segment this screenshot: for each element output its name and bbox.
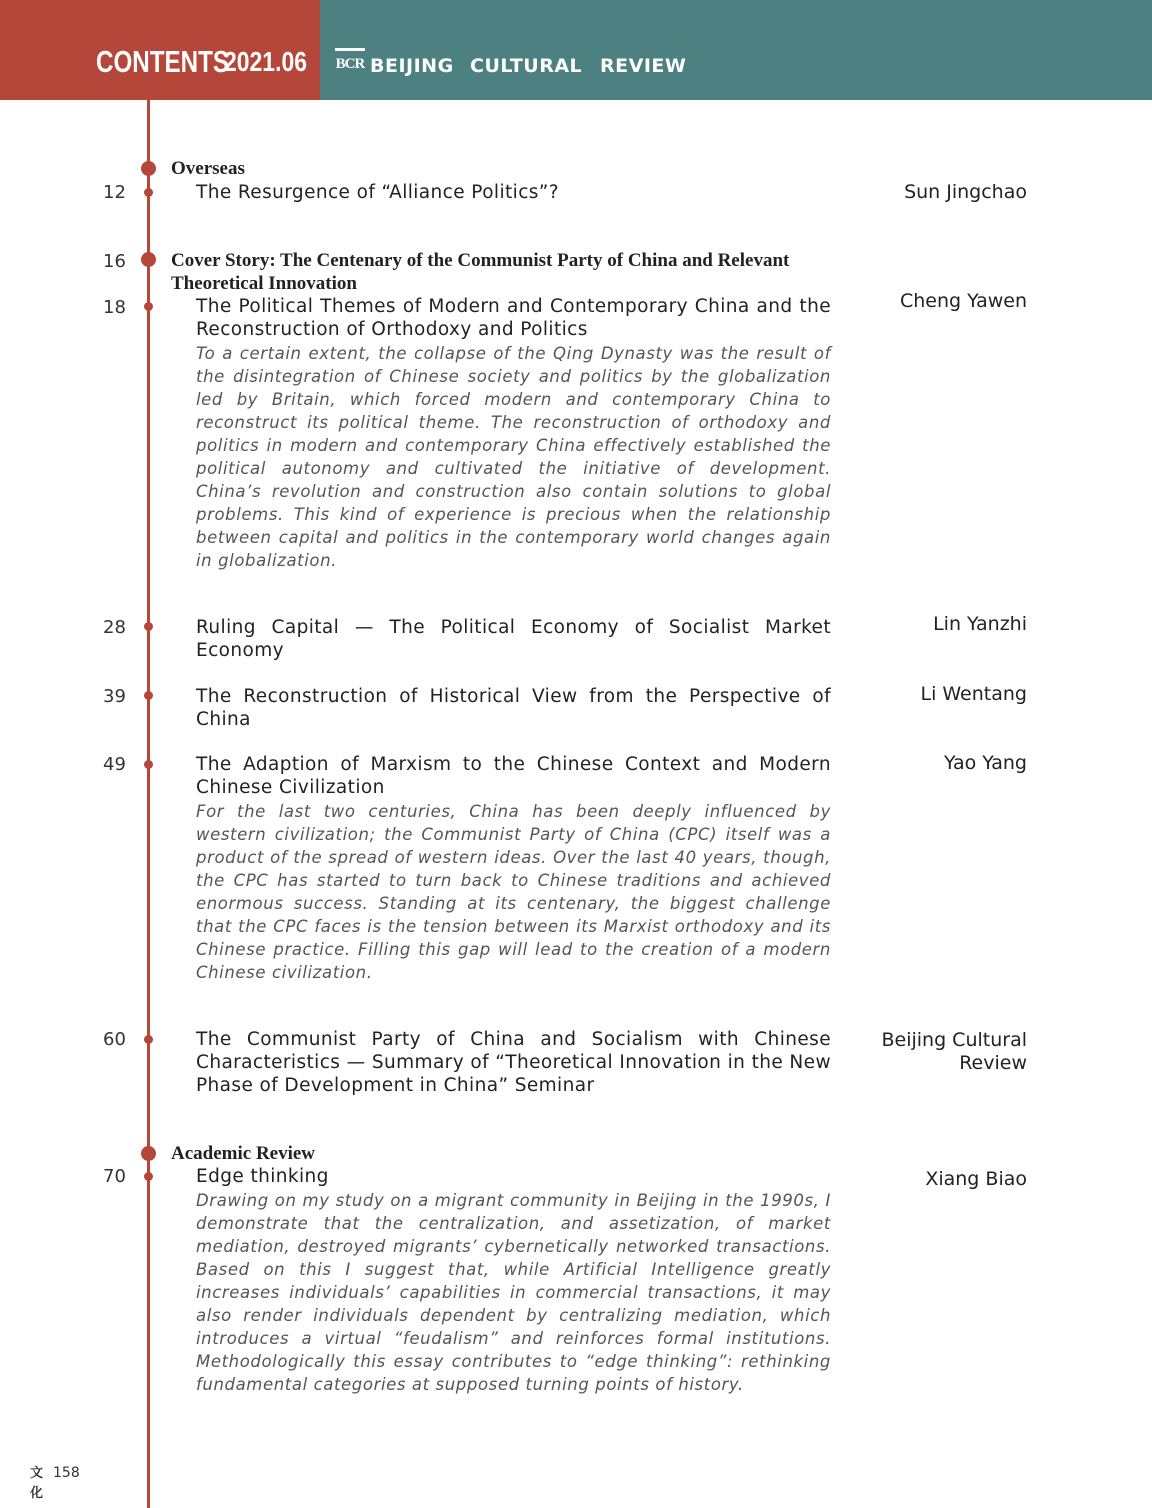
mag-word-cultural: CULTURAL (470, 55, 583, 77)
entry-title[interactable]: Edge thinking (196, 1166, 329, 1187)
bcr-logo: BCR (335, 48, 365, 77)
header-teal-block (320, 0, 1152, 100)
entry-author: Xiang Biao (925, 1168, 1027, 1190)
entry-title[interactable]: The Adaption of Marxism to the Chinese Context and Modern Chinese Civilization (196, 754, 831, 798)
entry-author: Lin Yanzhi (933, 613, 1027, 635)
page-number: 12 (103, 182, 126, 203)
entry-dot (144, 302, 153, 311)
section-overseas: Overseas (171, 158, 245, 179)
page-number: 16 (103, 251, 126, 272)
page-number: 28 (103, 617, 126, 638)
timeline-line (147, 100, 150, 1508)
footer-page-number: 158 (53, 1465, 80, 1481)
entry-dot (144, 622, 153, 631)
entry-abstract: To a certain extent, the collapse of the Qing Dynasty was the result of the disintegration of Chinese society and politics by the globalization led by Britain, which forced modern and contemporary China to reconstruct its political theme. The reconstruction of orthodoxy and politics in modern and contemporary China effectively established the political autonomy and cultivated the initiative of development. China’s revolution and construction also contain solutions to global problems. This kind of experience is precious when the relationship between capital and politics in the contemporary world changes again in globalization. (196, 344, 831, 570)
entry-title[interactable]: Ruling Capital — The Political Economy of Socialist Market Economy (196, 617, 831, 661)
section-dot (141, 1146, 156, 1161)
page-number: 39 (103, 686, 126, 707)
page-number: 60 (103, 1029, 126, 1050)
mag-word-review: REVIEW (600, 55, 687, 77)
footer-logo-mark: 文化 (30, 1466, 44, 1501)
section-dot (141, 161, 156, 176)
entry-title[interactable]: The Reconstruction of Historical View from the Perspective of China (196, 686, 831, 730)
contents-label: CONTENTS (96, 44, 229, 79)
entry-author: Yao Yang (943, 752, 1027, 774)
entry-author: Cheng Yawen (899, 290, 1027, 312)
entry-dot (144, 691, 153, 700)
entry-dot (144, 1035, 153, 1044)
header-red-block (0, 0, 320, 100)
section-dot (141, 252, 156, 267)
entry-author: Li Wentang (920, 683, 1027, 705)
entry-dot (144, 760, 153, 769)
header-banner (0, 0, 1152, 100)
page-number: 18 (103, 297, 126, 318)
entry-author: Sun Jingchao (904, 181, 1027, 203)
entry-dot (144, 1172, 153, 1181)
entry-title[interactable]: The Political Themes of Modern and Contemporary China and the Reconstruction of Orthodoxy and Politics (196, 296, 831, 340)
entry-title[interactable]: The Resurgence of “Alliance Politics”? (196, 182, 560, 203)
section-cover-story: Cover Story: The Centenary of the Communist Party of China and Relevant Theoretical Innovation (171, 250, 790, 294)
section-academic-review: Academic Review (171, 1143, 316, 1164)
page-number: 70 (103, 1166, 126, 1187)
mag-word-beijing: BEIJING (370, 55, 454, 77)
entry-abstract: Drawing on my study on a migrant community in Beijing in the 1990s, I demonstrate that the centralization, and assetization, of market mediation, destroyed migrants’ cybernetically networked transactions. Based on this I suggest that, while Artificial Intelligence greatly increases individuals’ capabilities in commercial transactions, it may also render individuals dependent by centralizing mediation, which introduces a virtual “feudalism” and reinforces formal institutions. Methodologically this essay contributes to “edge thinking”: rethinking fundamental categories at supposed turning points of history. (196, 1191, 831, 1394)
entry-title[interactable]: The Communist Party of China and Socialism with Chinese Characteristics — Summary of “Theoretical Innovation in the New Phase of Development in China” Seminar (196, 1029, 831, 1096)
entry-abstract: For the last two centuries, China has been deeply influenced by western civilization; the Communist Party of China (CPC) itself was a product of the spread of western ideas. Over the last 40 years, though, the CPC has started to turn back to Chinese traditions and achieved enormous success. Standing at its centenary, the biggest challenge that the CPC faces is the tension between its Marxist orthodoxy and its Chinese practice. Filling this gap will lead to the creation of a modern Chinese civilization. (196, 802, 831, 982)
issue-date: 2021.06 (224, 46, 307, 77)
page-number: 49 (103, 754, 126, 775)
entry-author: Beijing Cultural Review (881, 1029, 1027, 1074)
entry-dot (144, 188, 153, 197)
